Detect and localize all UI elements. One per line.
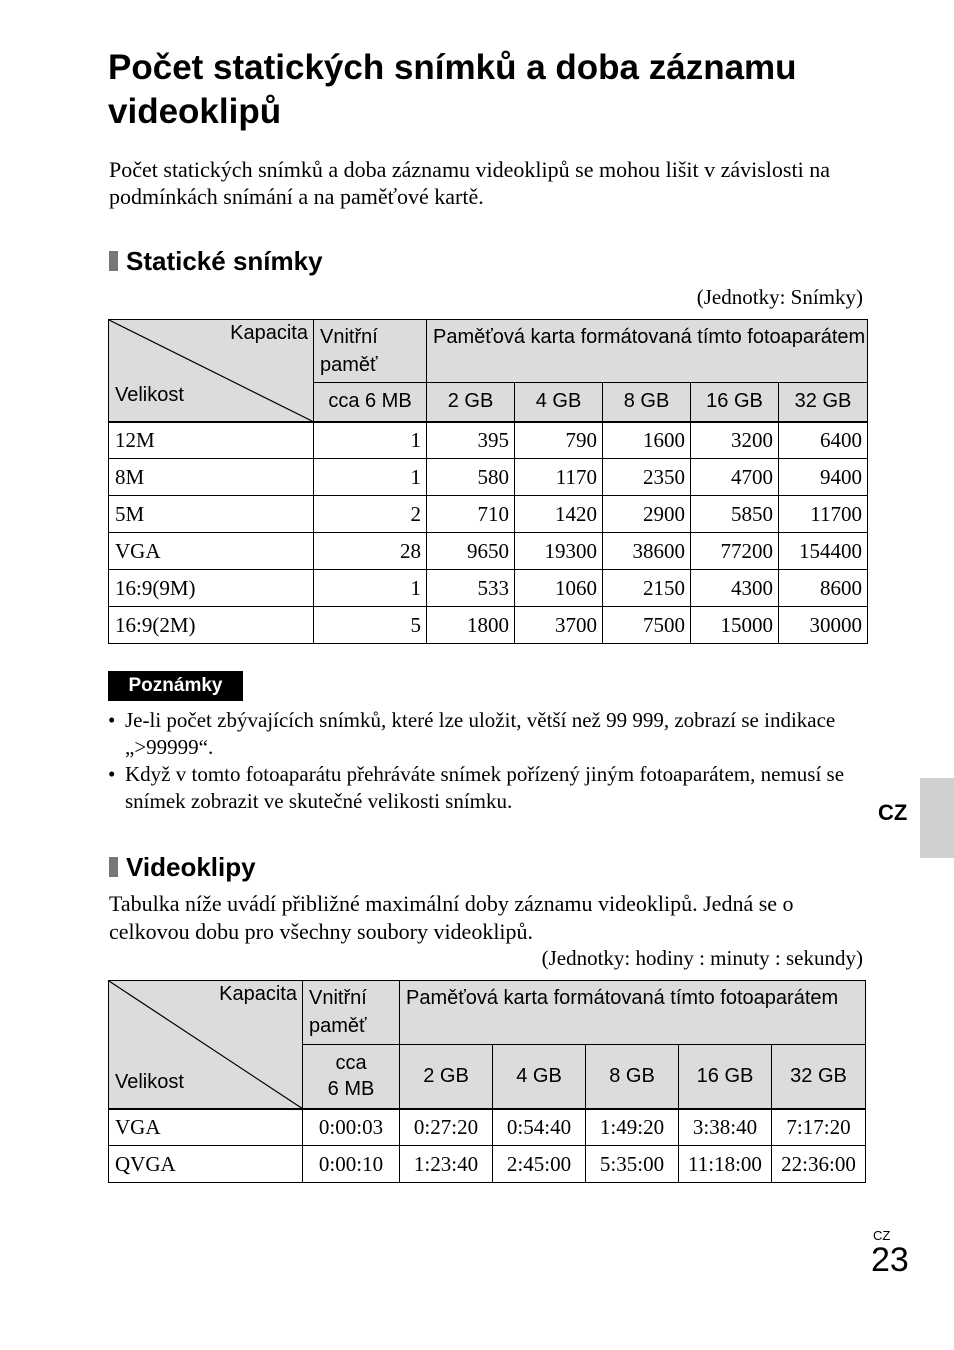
table-row (109, 496, 868, 533)
stills-table (108, 319, 868, 644)
table-cell: 15000 (691, 607, 779, 644)
table-cell: 7:17:20 (772, 1109, 866, 1146)
table-cell: 22:36:00 (772, 1146, 866, 1183)
intro-paragraph: Počet statických snímků a doba záznamu videoklipů se mohou lišit v závislosti na podmínkách snímání a na paměťové kartě. (109, 157, 830, 209)
table-row (109, 607, 868, 644)
table-cell: 1 (314, 459, 427, 496)
col-header-line: cca (335, 1052, 367, 1075)
bullet: • (108, 762, 116, 786)
table-row (109, 570, 868, 607)
col-header: 2 GB (427, 383, 515, 422)
internal-memory-header: Vnitřní paměť (314, 320, 427, 383)
table-cell: 580 (427, 459, 515, 496)
table-cell: 5:35:00 (586, 1146, 679, 1183)
table-cell: 19300 (515, 533, 603, 570)
table-cell: 0:54:40 (493, 1109, 586, 1146)
videos-units: (Jednotky: hodiny : minuty : sekundy) (541, 946, 863, 970)
table-cell: 3200 (691, 422, 779, 459)
language-label: CZ (878, 800, 908, 825)
row-label: QVGA (109, 1146, 303, 1183)
table-cell: 7500 (603, 607, 691, 644)
videos-heading (109, 852, 256, 882)
table-cell: 3700 (515, 607, 603, 644)
table-row (109, 459, 868, 496)
table-row (109, 422, 868, 459)
table-cell: 5 (314, 607, 427, 644)
row-label: 5M (109, 496, 314, 533)
col-header: 4 GB (515, 383, 603, 422)
table-cell: 1600 (603, 422, 691, 459)
col-header-internal (303, 1045, 400, 1109)
videos-table (108, 980, 866, 1183)
table-cell: 4700 (691, 459, 779, 496)
table-cell: 395 (427, 422, 515, 459)
videos-description: Tabulka níže uvádí přibližné maximální doby záznamu videoklipů. Jedná se o celkovou dobu pro všechny soubory videoklipů. (109, 891, 794, 944)
table-cell: 9650 (427, 533, 515, 570)
stills-units: (Jednotky: Snímky) (696, 285, 863, 309)
videos-corner-cell (109, 981, 303, 1109)
page-language-code: CZ (873, 1228, 891, 1243)
col-header: 2 GB (400, 1045, 493, 1109)
notes-list (108, 707, 868, 815)
table-cell: 30000 (779, 607, 868, 644)
notes-badge: Poznámky (108, 671, 243, 701)
table-cell: 533 (427, 570, 515, 607)
table-cell: 2350 (603, 459, 691, 496)
internal-memory-header: Vnitřní paměť (303, 981, 400, 1045)
table-cell: 4300 (691, 570, 779, 607)
section-marker-icon (109, 857, 118, 877)
row-label: 8M (109, 459, 314, 496)
table-cell: 1:23:40 (400, 1146, 493, 1183)
row-label: VGA (109, 1109, 303, 1146)
table-row (109, 533, 868, 570)
col-header: 16 GB (691, 383, 779, 422)
row-label: 12M (109, 422, 314, 459)
col-header: 8 GB (603, 383, 691, 422)
table-cell: 1:49:20 (586, 1109, 679, 1146)
table-cell: 0:00:10 (303, 1146, 400, 1183)
note-text: Je-li počet zbývajících snímků, které lze uložit, větší než 99 999, zobrazí se indikace „>99999“. (125, 708, 836, 759)
row-label: VGA (109, 533, 314, 570)
col-header: 16 GB (679, 1045, 772, 1109)
table-cell: 9400 (779, 459, 868, 496)
table-cell: 2:45:00 (493, 1146, 586, 1183)
capacity-label: Kapacita (230, 322, 308, 344)
memory-card-header: Paměťová karta formátovaná tímto fotoaparátem (427, 320, 868, 383)
stills-heading-text: Statické snímky (126, 246, 323, 276)
table-cell: 2150 (603, 570, 691, 607)
table-cell: 2900 (603, 496, 691, 533)
table-cell: 0:27:20 (400, 1109, 493, 1146)
col-header: 32 GB (779, 383, 868, 422)
page-number: 23 (871, 1241, 909, 1279)
col-header-line: 6 MB (327, 1078, 375, 1101)
table-cell: 1060 (515, 570, 603, 607)
videos-heading-text: Videoklipy (126, 852, 256, 882)
table-cell: 8600 (779, 570, 868, 607)
table-cell: 1420 (515, 496, 603, 533)
section-marker-icon (109, 251, 118, 271)
row-label: 16:9(2M) (109, 607, 314, 644)
table-row (109, 1109, 866, 1146)
bullet: • (108, 708, 116, 732)
size-label: Velikost (115, 383, 184, 406)
stills-corner-cell (109, 320, 314, 422)
table-row (109, 1146, 866, 1183)
table-cell: 11700 (779, 496, 868, 533)
table-cell: 0:00:03 (303, 1109, 400, 1146)
list-item (108, 761, 868, 815)
table-cell: 154400 (779, 533, 868, 570)
col-header: 8 GB (586, 1045, 679, 1109)
table-cell: 1 (314, 422, 427, 459)
col-header: cca 6 MB (314, 383, 427, 422)
table-cell: 790 (515, 422, 603, 459)
table-cell: 1170 (515, 459, 603, 496)
table-cell: 77200 (691, 533, 779, 570)
memory-card-header: Paměťová karta formátovaná tímto fotoaparátem (400, 981, 866, 1045)
table-cell: 5850 (691, 496, 779, 533)
table-cell: 2 (314, 496, 427, 533)
row-label: 16:9(9M) (109, 570, 314, 607)
table-cell: 1 (314, 570, 427, 607)
table-cell: 3:38:40 (679, 1109, 772, 1146)
table-cell: 6400 (779, 422, 868, 459)
table-cell: 28 (314, 533, 427, 570)
language-side-tab (920, 778, 954, 858)
table-cell: 11:18:00 (679, 1146, 772, 1183)
size-label: Velikost (115, 1070, 184, 1093)
col-header: 32 GB (772, 1045, 866, 1109)
table-cell: 1800 (427, 607, 515, 644)
list-item (108, 707, 868, 761)
page-title: Počet statických snímků a doba záznamu videoklipů (108, 48, 797, 131)
stills-heading (109, 246, 323, 276)
col-header: 4 GB (493, 1045, 586, 1109)
capacity-label: Kapacita (219, 983, 297, 1005)
table-cell: 710 (427, 496, 515, 533)
note-text: Když v tomto fotoaparátu přehráváte snímek pořízený jiným fotoaparátem, nemusí se snímek zobrazit ve skutečné velikosti snímku. (125, 762, 845, 813)
table-cell: 38600 (603, 533, 691, 570)
